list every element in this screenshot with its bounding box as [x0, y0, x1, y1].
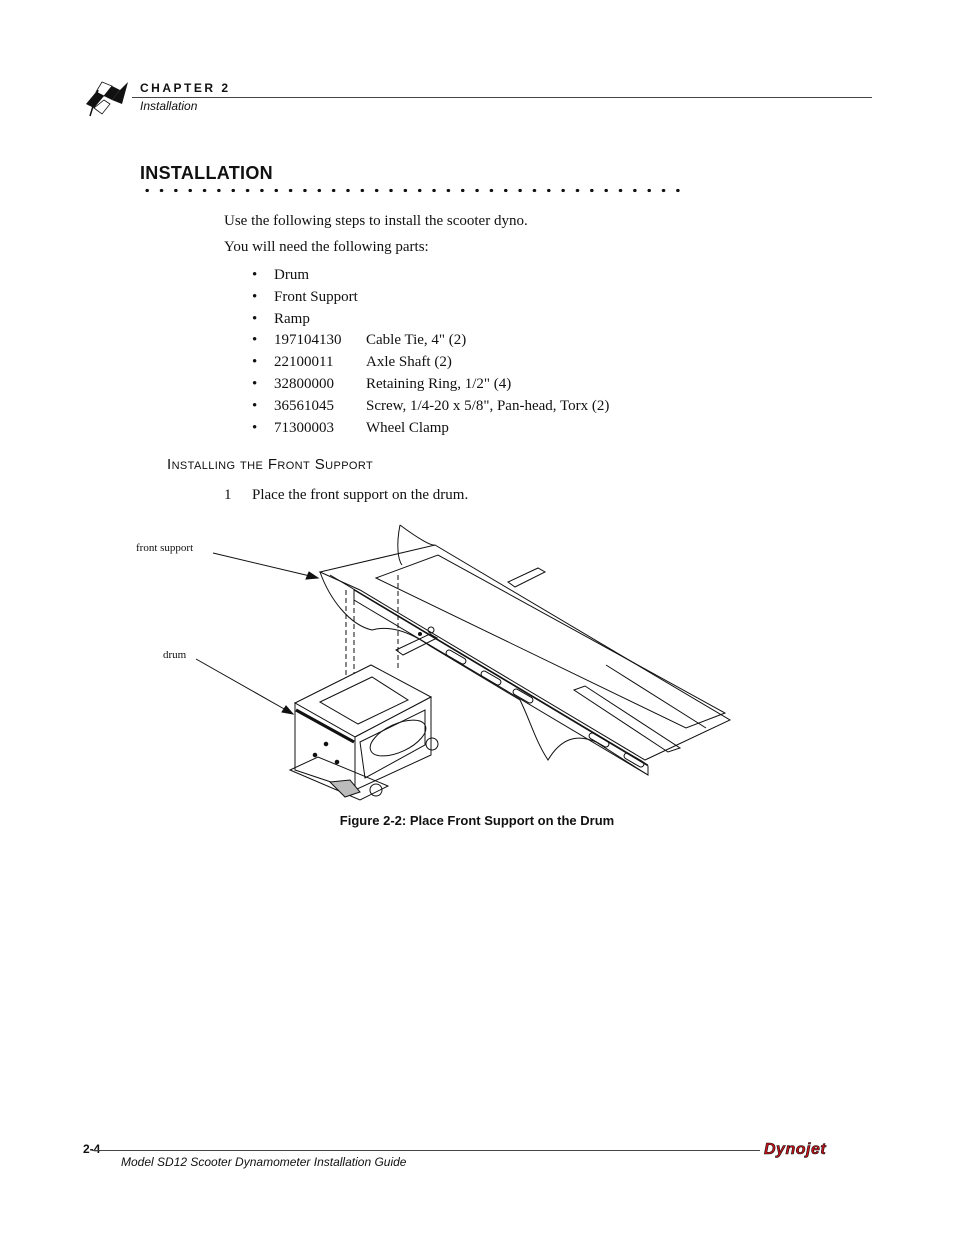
guide-title: Model SD12 Scooter Dynamometer Installation Guide [121, 1155, 407, 1169]
footer-divider [92, 1150, 760, 1151]
step-text: Place the front support on the drum. [252, 487, 469, 503]
intro-paragraph: Use the following steps to install the scooter dyno. [224, 213, 528, 229]
dotted-divider [140, 188, 685, 193]
header-divider [132, 97, 872, 98]
installation-illustration [0, 515, 954, 810]
section-title: INSTALLATION [140, 163, 273, 183]
callout-front-support: front support [136, 542, 194, 554]
dynojet-logo: Dynojet [764, 1141, 827, 1158]
step-number: 1 [224, 487, 232, 503]
callout-drum: drum [163, 649, 187, 661]
figure-caption: Figure 2-2: Place Front Support on the Drum [339, 813, 615, 828]
page-number: 2-4 [83, 1142, 101, 1156]
parts-intro-paragraph: You will need the following parts: [224, 239, 429, 255]
chapter-label: CHAPTER 2 [140, 81, 231, 95]
checkered-flag-icon [82, 76, 134, 118]
chapter-subtitle: Installation [140, 99, 198, 113]
subsection-title: Installing the Front Support [167, 456, 374, 473]
